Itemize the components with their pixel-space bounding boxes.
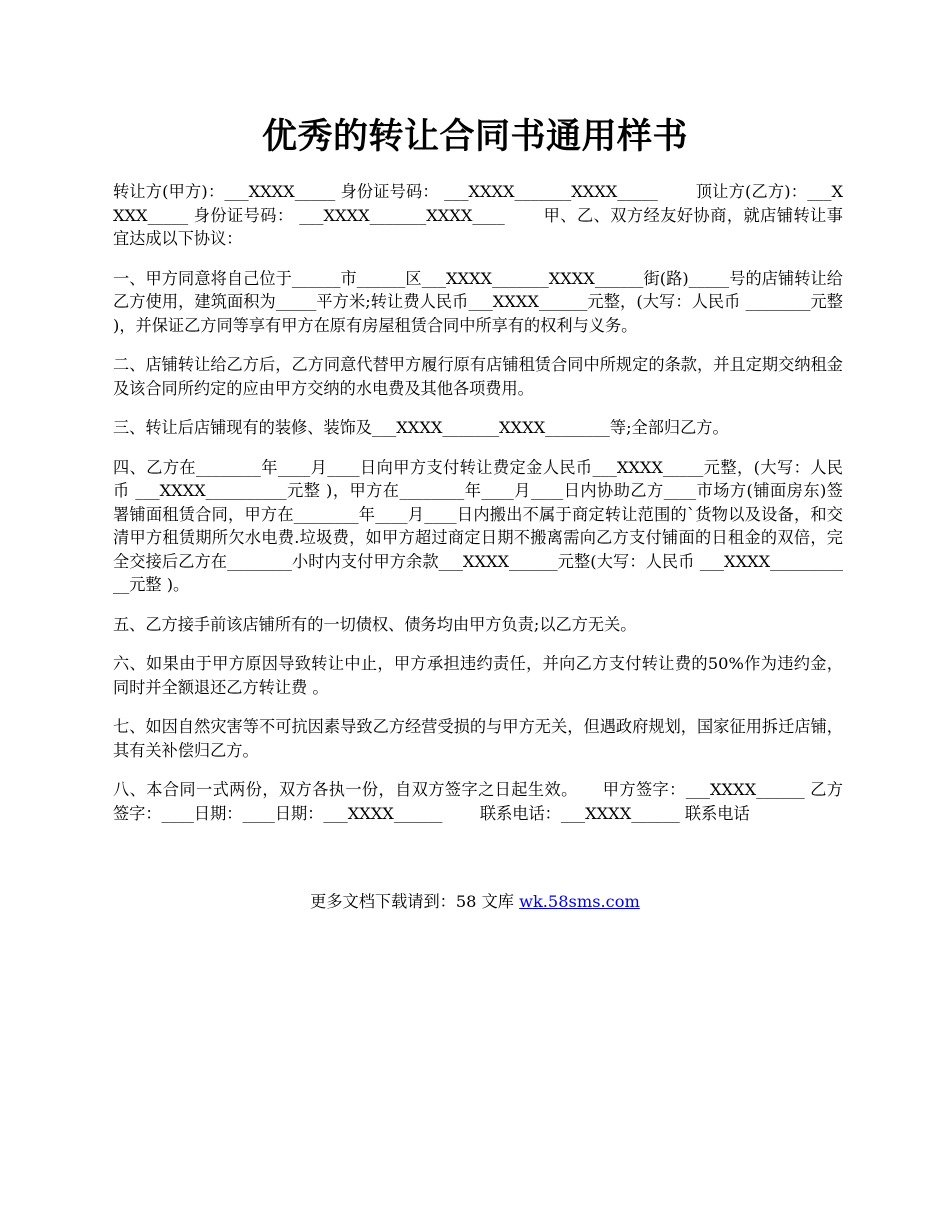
document-title: 优秀的转让合同书通用样书 [261, 116, 688, 157]
footer-prefix: 更多文档下载请到：58 文库 [310, 892, 520, 911]
document-body [113, 180, 843, 841]
paragraph-clause-8-signatures: 八、本合同一式两份，双方各执一份，自双方签字之日起生效。 甲方签字：___XXXX______ 乙方签字：____日期：____日期：___XXXX______ 联系电话：___XXXX______ 联系电话 [113, 780, 843, 823]
paragraph-clause-3: 三、转让后店铺现有的装修、装饰及___XXXX_______XXXX________等;全部归乙方。 [113, 418, 729, 437]
paragraph-parties: 转让方(甲方)：___XXXX_____ 身份证号码： ___XXXX_______XXXX_____ 顶让方(乙方)：___XXXX_____ 身份证号码： ___XXXX_______XXXX____ 甲、乙、双方经友好协商，就店铺转让事宜达成以下协议： [113, 182, 843, 248]
paragraph-clause-5: 五、乙方接手前该店铺所有的一切债权、债务均由甲方负责;以乙方无关。 [113, 614, 637, 634]
footer-download-link[interactable]: wk.58sms.com [519, 892, 640, 911]
footer-line [0, 890, 950, 914]
paragraph-clause-4: 四、乙方在________年____月____日向甲方支付转让费定金人民币___XXXX_____元整，(大写：人民币 ___XXXX__________元整 )，甲方在________年____月____日内协助乙方____市场方(铺面房东)签署铺面租赁合同，甲方在________年____月____日内搬出不属于商定转让范围的`货物以及设备，和交清甲方租赁期所欠水电费.垃圾费，如甲方超过商定日期不搬离需向乙方支付铺面的日租金的双倍，完全交接后乙方在________小时内支付甲方余款___XXXX______元整(大写：人民币 ___XXXX___________元整 )。 [113, 457, 843, 594]
paragraph-clause-2: 二、店铺转让给乙方后，乙方同意代替甲方履行原有店铺租赁合同中所规定的条款，并且定期交纳租金及该合同所约定的应由甲方交纳的水电费及其他各项费用。 [113, 355, 843, 398]
paragraph-clause-6: 六、如果由于甲方原因导致转让中止，甲方承担违约责任，并向乙方支付转让费的50%作为违约金，同时并全额退还乙方转让费 。 [113, 654, 843, 697]
paragraph-clause-1: 一、甲方同意将自己位于______市______区___XXXX_______XXXX______街(路)_____号的店铺转让给乙方使用，建筑面积为_____平方米;转让费人民币___XXXX______元整，(大写：人民币 ________元整 )，并保证乙方同等享有甲方在原有房屋租赁合同中所享有的权利与义务。 [113, 268, 843, 335]
paragraph-clause-7: 七、如因自然灾害等不可抗因素导致乙方经营受损的与甲方无关，但遇政府规划，国家征用拆迁店铺，其有关补偿归乙方。 [113, 717, 843, 760]
